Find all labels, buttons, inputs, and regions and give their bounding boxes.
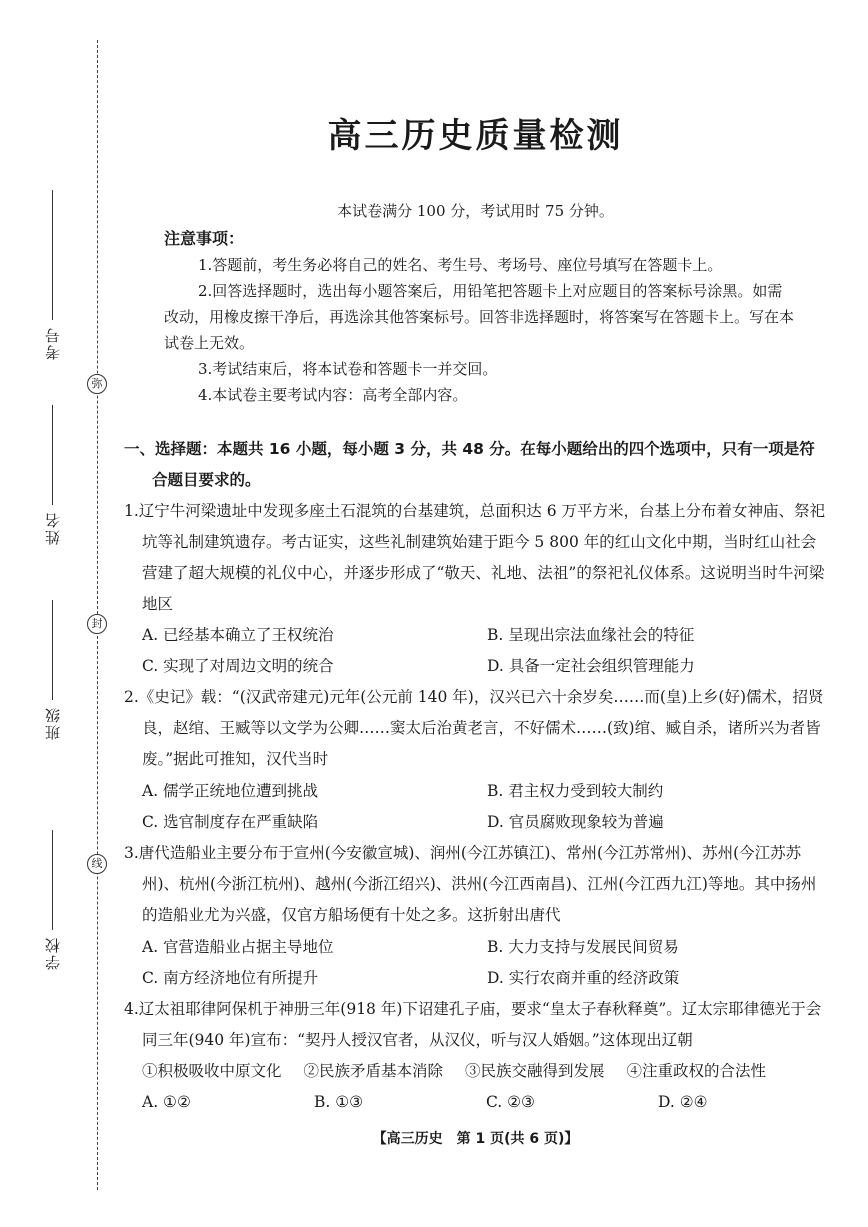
question-4-options [142, 1056, 832, 1118]
class-line [52, 600, 53, 700]
option-c[interactable]: C. ②③ [486, 1093, 535, 1111]
question-stem: 1.辽宁牛河梁遗址中发现多座土石混筑的台基建筑，总面积达 6 万平方米，台基上分布着女神庙、祭祀坑等礼制建筑遗存。考古证实，这些礼制建筑始建于距今 5 800 年的红山文化中期，当时红山社会营建了超大规模的礼仪中心，并逐步形成了“敬天、礼地、法祖”的祭祀礼仪体系。这说明当时牛河梁地区 [124, 502, 826, 613]
notice-item: 1.答题前，考生务必将自己的姓名、考生号、考场号、座位号填写在答题卡上。 [198, 256, 723, 274]
name-label: 姓名 [43, 511, 62, 545]
question-stem: 2.《史记》载：“(汉武帝建元)元年(公元前 140 年)，汉兴已六十余岁矣……而(皇)上乡(好)儒术，招贤良，赵绾、王臧等以文学为公卿……窦太后治黄老言，不好儒术……(致)绾、臧自杀，诸所兴为者皆废。”据此可推知，汉代当时 [124, 688, 824, 768]
seal-mark-feng: 封 [87, 614, 107, 634]
option-c[interactable]: C. 选官制度存在严重缺陷 [142, 813, 319, 831]
question-4 [124, 994, 829, 1056]
statement-2: ②民族矛盾基本消除 [303, 1062, 444, 1080]
option-d[interactable]: D. 实行农商并重的经济政策 [487, 969, 680, 987]
class-field[interactable] [36, 600, 68, 740]
question-stem: 4.辽太祖耶律阿保机于神册三年(918 年)下诏建孔子庙，要求“皇太子春秋释奠”。辽太宗耶律德光于会同三年(940 年)宣布：“契丹人授汉官者，从汉仪，听与汉人婚姻。”这体现出辽朝 [124, 1000, 822, 1049]
exam-number-line [52, 190, 53, 320]
option-a[interactable]: A. 官营造船业占据主导地位 [142, 938, 334, 956]
option-a[interactable]: A. 儒学正统地位遭到挑战 [142, 782, 319, 800]
statement-4: ④注重政权的合法性 [626, 1062, 767, 1080]
option-d[interactable]: D. ②④ [658, 1093, 708, 1111]
name-field[interactable] [36, 405, 68, 545]
question-2 [124, 682, 829, 775]
section-heading-line2: 合题目要求的。 [152, 471, 261, 489]
class-label: 班级 [43, 706, 62, 740]
question-stem: 3.唐代造船业主要分布于宣州(今安徽宣城)、润州(今江苏镇江)、常州(今江苏常州)、苏州(今江苏苏州)、杭州(今浙江杭州)、越州(今浙江绍兴)、洪州(今江西南昌)、江州(今江西九江)等地。其中扬州的造船业尤为兴盛，仅官方船场便有十处之多。这折射出唐代 [124, 844, 817, 924]
notice-item: 2.回答选择题时，选出每小题答案后，用铅笔把答题卡上对应题目的答案标号涂黑。如需改动，用橡皮擦干净后，再选涂其他答案标号。回答非选择题时，将答案写在答题卡上。写在本试卷上无效。 [164, 282, 795, 352]
seal-mark-xian: 线 [87, 854, 107, 874]
school-line [52, 830, 53, 930]
option-a[interactable]: A. 已经基本确立了王权统治 [142, 626, 334, 644]
question-1-options [142, 620, 832, 682]
option-a[interactable]: A. ①② [142, 1093, 191, 1111]
question-1 [124, 496, 829, 620]
option-b[interactable]: B. 大力支持与发展民间贸易 [487, 938, 679, 956]
exam-number-field[interactable] [36, 190, 68, 360]
exam-number-label: 考号 [43, 326, 62, 360]
option-b[interactable]: B. 呈现出宗法血缘社会的特征 [487, 626, 695, 644]
section-heading [124, 434, 829, 496]
page-footer: 【高三历史 第 1 页(共 6 页)】 [372, 1131, 579, 1147]
option-c[interactable]: C. 南方经济地位有所提升 [142, 969, 319, 987]
question-3-options [142, 932, 832, 994]
school-field[interactable] [36, 830, 68, 970]
statement-list [142, 1056, 832, 1087]
page-title: 高三历史质量检测 [327, 116, 624, 156]
statement-1: ①积极吸收中原文化 [142, 1062, 282, 1080]
notice-item: 3.考试结束后，将本试卷和答题卡一并交回。 [198, 360, 498, 378]
option-b[interactable]: B. ①③ [314, 1093, 364, 1111]
name-line [52, 405, 53, 505]
option-b[interactable]: B. 君主权力受到较大制约 [487, 782, 664, 800]
seal-mark-mi: 弥 [87, 374, 107, 394]
statement-3: ③民族交融得到发展 [465, 1062, 605, 1080]
notice-heading: 注意事项： [164, 229, 245, 248]
option-d[interactable]: D. 具备一定社会组织管理能力 [487, 657, 695, 675]
option-d[interactable]: D. 官员腐败现象较为普遍 [487, 813, 664, 831]
question-2-options [142, 776, 832, 838]
option-c[interactable]: C. 实现了对周边文明的统合 [142, 657, 334, 675]
exam-info: 本试卷满分 100 分，考试用时 75 分钟。 [337, 202, 614, 220]
question-3 [124, 838, 829, 931]
section-heading-line1: 一、选择题：本题共 16 小题，每小题 3 分，共 48 分。在每小题给出的四个选项中，只有一项是符 [124, 440, 815, 458]
notice-item: 4.本试卷主要考试内容：高考全部内容。 [198, 386, 468, 404]
school-label: 学校 [43, 936, 62, 970]
